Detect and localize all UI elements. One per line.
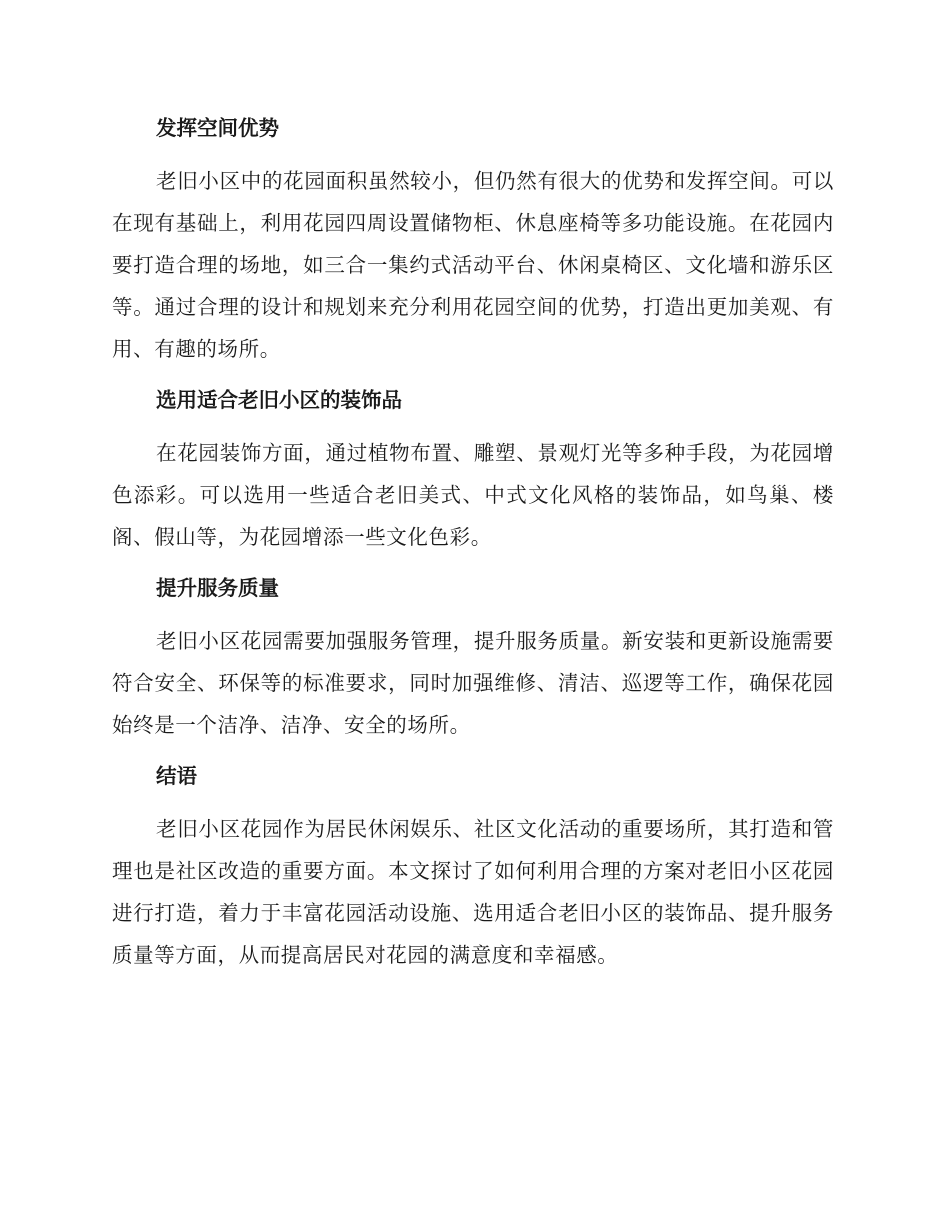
section-heading-decorations: 选用适合老旧小区的装饰品 bbox=[156, 388, 402, 412]
section-paragraph-service-quality: 老旧小区花园需要加强服务管理，提升服务质量。新安装和更新设施需要符合安全、环保等的标准要求，同时加强维修、清洁、巡逻等工作，确保花园始终是一个洁净、洁净、安全的场所。 bbox=[112, 629, 834, 737]
document-body bbox=[112, 108, 834, 986]
section-heading-space-advantage: 发挥空间优势 bbox=[156, 116, 279, 140]
section-paragraph-conclusion: 老旧小区花园作为居民休闲娱乐、社区文化活动的重要场所，其打造和管理也是社区改造的重要方面。本文探讨了如何利用合理的方案对老旧小区花园进行打造，着力于丰富花园活动设施、选用适合老旧小区的装饰品、提升服务质量等方面，从而提高居民对花园的满意度和幸福感。 bbox=[112, 817, 834, 967]
section-heading-conclusion: 结语 bbox=[156, 764, 197, 788]
section-paragraph-space-advantage: 老旧小区中的花园面积虽然较小，但仍然有很大的优势和发挥空间。可以在现有基础上，利用花园四周设置储物柜、休息座椅等多功能设施。在花园内要打造合理的场地，如三合一集约式活动平台、休闲桌椅区、文化墙和游乐区等。通过合理的设计和规划来充分利用花园空间的优势，打造出更加美观、有用、有趣的场所。 bbox=[112, 169, 834, 361]
section-paragraph-decorations: 在花园装饰方面，通过植物布置、雕塑、景观灯光等多种手段，为花园增色添彩。可以选用一些适合老旧美式、中式文化风格的装饰品，如鸟巢、楼阁、假山等，为花园增添一些文化色彩。 bbox=[112, 441, 834, 549]
section-heading-service-quality: 提升服务质量 bbox=[156, 576, 279, 600]
